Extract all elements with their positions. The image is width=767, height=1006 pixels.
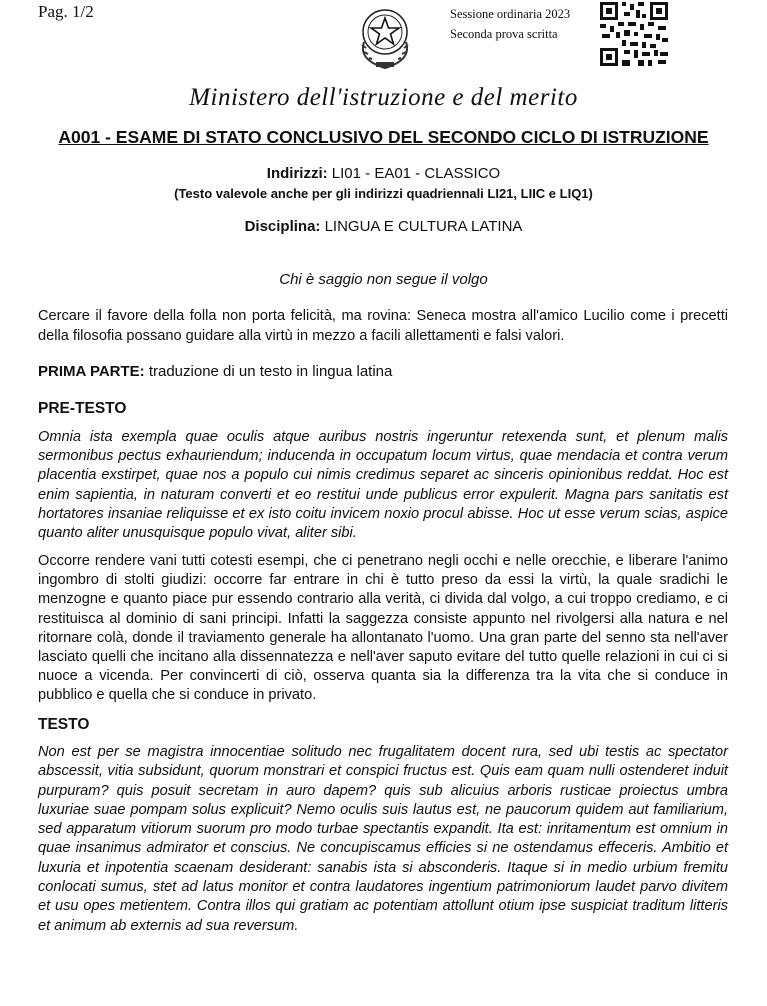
indirizzi-value: LI01 - EA01 - CLASSICO	[327, 165, 501, 182]
session-info	[450, 4, 570, 44]
disciplina-value: LINGUA E CULTURA LATINA	[320, 218, 523, 235]
indirizzi-label: Indirizzi:	[266, 165, 328, 182]
page-number: Pag. 1/2	[38, 2, 94, 21]
prima-parte	[38, 362, 728, 382]
disciplina	[0, 218, 767, 235]
intro-paragraph: Cercare il favore della folla non porta felicità, ma rovina: Seneca mostra all'amico Lucilio come i precetti della filosofia possano guidare alla virtù in mezzo a facili allettamenti e falsi valori.	[38, 308, 728, 344]
pretesto-heading: PRE-TESTO	[38, 400, 127, 417]
traduzione-paragraph: Occorre rendere vani tutti cotesti esempi, che ci penetrano negli occhi e nelle orecchie, e liberare l'animo ingombro di stolti giudizi: occorre far entrare in chi è tutto preso da essi la virtù, la quale sradichi le menzogne e quanto piace pur essendo contrario alla verità, ci divida dal volgo, a cui troppo crediamo, e ci restituisca al dominio di sani principi. Infatti la saggezza consiste appunto nel rivolgersi alla natura e nel ritornare colà, donde il traviamento generale ha allontanato l'uomo. Una gran parte del senno sta nell'aver lasciato quelli che incitano alla dissennatezza e nell'aver saputo evitare del tutto quelle relazioni in cui ci si nuoce a vicenda. Per convincerti di ciò, osserva quanta sia la differenza tra la vita che si conduce in pubblico e quella che si conduce in privato.	[38, 553, 728, 704]
ministry-name: Ministero dell'istruzione e del merito	[189, 84, 578, 111]
pretesto-paragraph: Omnia ista exempla quae oculis atque auribus nostris ingeruntur retexenda sunt, et plenum malis sermonibus pectus exhauriendum; inducenda in occupatum locum virtus, quae mendacia et contra verum placentia exstirpet, quae nos a populo cui nimis credimus separet ac sinceris opinionibus reddat. Hoc est enim sapientia, in naturam converti et eo restitui unde publicus error expulerit. Magna pars sanitatis est hortatores insaniae reliquisse et ex isto coitu invicem noxio procul abisse. Hoc ut esse verum scias, aspice quanto aliter unusquisque populo vivat, aliter sibi.	[38, 429, 728, 542]
exam-line: Seconda prova scritta	[450, 27, 558, 41]
session-line: Sessione ordinaria 2023	[450, 7, 571, 21]
republic-emblem-icon	[354, 2, 416, 72]
testo-paragraph: Non est per se magistra innocentiae solitudo nec frugalitatem docent rura, sed ubi testis ac spectator abscessit, vitia subsidunt, quorum monstrari et conspici fructus est. Quis eam quam nulli ostenderet induit purpuram? quis posuit secretam in auro dapem? quis sub alicuius arboris rusticae proiectus umbra luxuriae suae pompam solus explicuit? Nemo oculis suis lautus est, ne paucorum quidem aut familiarium, sed apparatum vitiorum suorum pro modo turbae spectantis expandit. Ita est: inritamentum est omnium in quae insanimus admirator et conscius. Ne concupiscamus efficies si ne ostendamus effeceris. Ambitio et luxuria et inpotentia scaenam desiderant: sanabis ista si absconderis. Itaque si in medio urbium fremitu conlocati sumus, stet ad latus monitor et contra laudatores ingentium patrimoniorum laudet parvo divitem et usu opes metientem. Contra illos qui gratiam ac potentiam attollunt otium ipse suspiciat traditum litteris et animum ab externis ad sua reversum.	[38, 744, 728, 934]
subtitle: Chi è saggio non segue il volgo	[279, 271, 488, 288]
qr-code-icon	[598, 0, 670, 68]
prima-parte-label: PRIMA PARTE:	[38, 363, 145, 380]
prima-parte-value: traduzione di un testo in lingua latina	[144, 363, 393, 380]
indirizzi	[0, 165, 767, 182]
disciplina-label: Disciplina:	[244, 218, 321, 235]
quadriennali-note: (Testo valevole anche per gli indirizzi quadriennali LI21, LIIC e LIQ1)	[174, 186, 593, 201]
exam-title: A001 - ESAME DI STATO CONCLUSIVO DEL SECONDO CICLO DI ISTRUZIONE	[58, 127, 709, 147]
testo-heading: TESTO	[38, 716, 90, 733]
